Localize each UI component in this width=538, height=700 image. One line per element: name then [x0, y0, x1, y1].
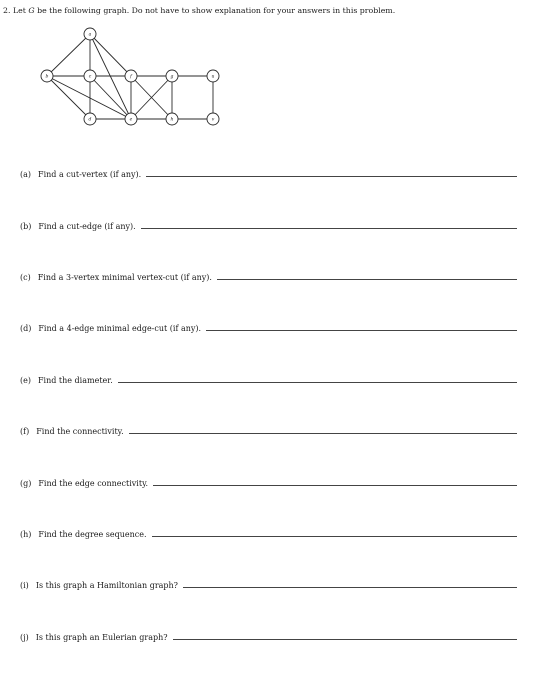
question-e — [20, 373, 517, 385]
node-u-label: u — [211, 74, 215, 80]
question-i-tag: (i) — [20, 581, 29, 590]
edge-a-f — [90, 34, 131, 76]
node-g — [166, 70, 178, 82]
answer-line-e[interactable] — [118, 382, 517, 383]
answer-line-b[interactable] — [141, 228, 517, 229]
question-a-prompt: Find a cut-vertex (if any). — [38, 170, 142, 179]
problem-intro-end: be the following graph. Do not have to show explanation for your answers in this problem. — [37, 6, 396, 15]
question-c — [20, 270, 517, 282]
question-f-text — [20, 427, 124, 436]
question-g-prompt: Find the edge connectivity. — [38, 479, 149, 488]
node-d — [84, 113, 96, 125]
graph-symbol: G — [28, 6, 35, 15]
node-c-label: c — [88, 74, 92, 80]
node-a-label: a — [88, 32, 92, 38]
node-v — [207, 113, 219, 125]
question-j-text — [20, 633, 168, 642]
question-e-tag: (e) — [20, 376, 31, 385]
answer-line-f[interactable] — [129, 433, 517, 434]
node-h — [166, 113, 178, 125]
problem-statement — [3, 6, 395, 15]
question-i — [20, 578, 517, 590]
question-g-text — [20, 479, 148, 488]
question-d-prompt: Find a 4-edge minimal edge-cut (if any). — [38, 324, 202, 333]
question-a-text — [20, 170, 141, 179]
node-u — [207, 70, 219, 82]
question-d — [20, 321, 517, 333]
node-v-label: v — [211, 117, 215, 123]
question-j — [20, 630, 517, 642]
question-d-tag: (d) — [20, 324, 32, 333]
graph-nodes — [41, 28, 219, 125]
node-f — [125, 70, 137, 82]
edge-c-e — [90, 76, 131, 119]
question-f-tag: (f) — [20, 427, 30, 436]
question-i-text — [20, 581, 178, 590]
node-f-label: f — [130, 74, 132, 80]
edge-b-d — [47, 76, 90, 119]
question-h — [20, 527, 517, 539]
node-d-label: d — [88, 117, 92, 123]
node-h-label: h — [170, 117, 174, 123]
node-a — [84, 28, 96, 40]
node-e — [125, 113, 137, 125]
question-a — [20, 167, 517, 179]
question-c-text — [20, 273, 212, 282]
question-f-prompt: Find the connectivity. — [36, 427, 124, 436]
question-a-tag: (a) — [20, 170, 32, 179]
answer-line-a[interactable] — [146, 176, 517, 177]
edge-a-b — [47, 34, 90, 76]
answer-line-j[interactable] — [173, 639, 517, 640]
question-b-prompt: Find a cut-edge (if any). — [38, 222, 136, 231]
question-h-text — [20, 530, 147, 539]
node-g-label: g — [170, 74, 174, 80]
question-e-text — [20, 376, 113, 385]
question-e-prompt: Find the diameter. — [37, 376, 113, 385]
node-b-label: b — [45, 74, 49, 80]
question-c-tag: (c) — [20, 273, 31, 282]
answer-line-i[interactable] — [183, 587, 517, 588]
graph-diagram — [30, 24, 230, 134]
question-d-text — [20, 324, 201, 333]
answer-line-h[interactable] — [152, 536, 517, 537]
question-h-prompt: Find the degree sequence. — [38, 530, 147, 539]
question-i-prompt: Is this graph a Hamiltonian graph? — [35, 581, 178, 590]
question-b-text — [20, 222, 136, 231]
question-j-tag: (j) — [20, 633, 29, 642]
question-g — [20, 476, 517, 488]
node-b — [41, 70, 53, 82]
problem-number: 2. — [3, 6, 11, 15]
edge-b-e — [47, 76, 131, 119]
question-f — [20, 424, 517, 436]
node-c — [84, 70, 96, 82]
node-e-label: e — [129, 117, 133, 123]
question-b — [20, 219, 517, 231]
question-g-tag: (g) — [20, 479, 32, 488]
question-c-prompt: Find a 3-vertex minimal vertex-cut (if any). — [37, 273, 212, 282]
question-b-tag: (b) — [20, 222, 32, 231]
answer-line-g[interactable] — [153, 485, 517, 486]
problem-intro-start: Let — [12, 6, 26, 15]
answer-line-d[interactable] — [206, 330, 517, 331]
question-j-prompt: Is this graph an Eulerian graph? — [35, 633, 168, 642]
answer-line-c[interactable] — [217, 279, 517, 280]
question-h-tag: (h) — [20, 530, 32, 539]
